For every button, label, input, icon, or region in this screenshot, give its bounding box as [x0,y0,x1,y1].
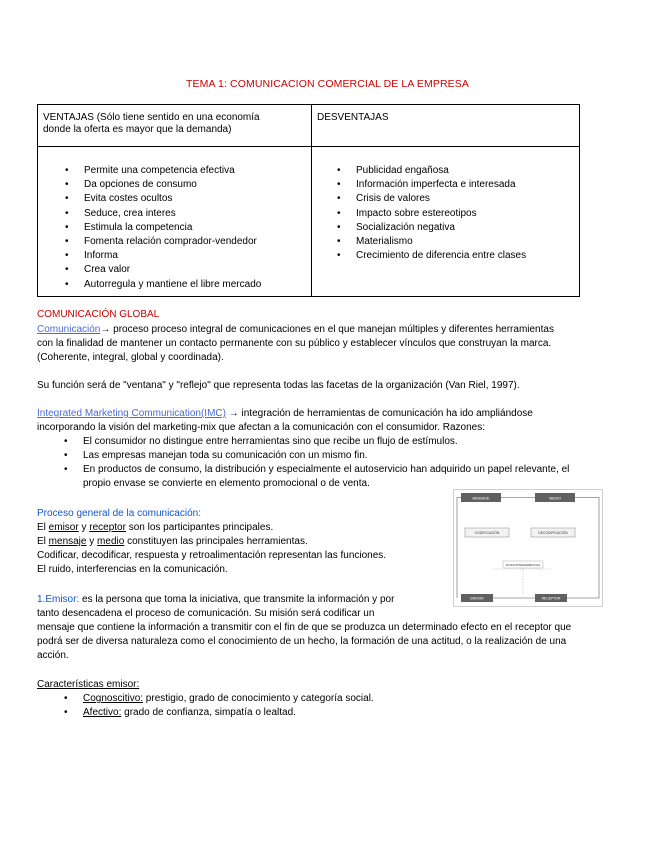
list-item: • Publicidad engañosa [356,164,579,178]
communication-process-diagram [453,489,603,607]
codificacion-label: CODIFICACIÓN [474,531,500,535]
list-item: • Seduce, crea interes [84,207,311,221]
text-run: El [37,536,49,547]
list-item: • Autorregula y mantiene el libre mercado [84,278,311,292]
list-item: • Materialismo [356,235,579,249]
medio-term: medio [97,536,125,547]
caracteristicas-list [83,692,583,720]
section-heading-comunicacion-global: COMUNICACIÓN GLOBAL [37,309,160,320]
desventajas-cell [312,147,580,297]
text-run: y [78,522,90,533]
receptor-term: receptor [89,522,126,533]
mensaje-label: MENSAJE [472,496,490,501]
list-item: • Da opciones de consumo [84,178,311,192]
text-run: y [86,536,98,547]
emisor-line2: tanto desencadena el proceso de comunicación. Su misión será codificar un [37,608,375,619]
emisor-line5: acción. [37,650,69,661]
cognoscitivo-label: Cognoscitivo: [83,693,144,704]
text-run: constituyen las principales herramientas. [124,536,308,547]
ventajas-header-cont: donde la oferta es mayor que la demanda) [43,124,232,135]
ventajas-cell [38,147,312,297]
emisor-line3: mensaje que contiene la información a transmitir con el fin de que se produzca un determinado efecto en el receptor que [37,622,572,633]
ventajas-desventajas-table [37,104,580,297]
list-item [83,706,583,720]
razones-list [83,435,623,491]
list-item: • Socialización negativa [356,221,579,235]
list-item: • Las empresas manejan toda su comunicación con un mismo fin. [83,449,623,463]
mensaje-term: mensaje [48,536,87,547]
list-item: • Información imperfecta e interesada [356,178,579,192]
comunicacion-def-line1: → proceso proceso integral de comunicaciones en el que manejan múltiples y diferentes herramientas [100,324,554,335]
receptor-label: RECEPTOR [541,596,561,601]
proceso-line3: Codificar, decodificar, respuesta y retroalimentación representan las funciones. [37,550,387,561]
proceso-line4: El ruido, interferencias en la comunicación. [37,564,228,575]
diagram-frame [454,490,603,607]
cognoscitivo-text: prestigio, grado de conocimiento y categoría social. [143,693,374,704]
list-item [83,692,583,706]
medio-label: MEDIO [549,496,561,501]
list-item: • Crecimiento de diferencia entre clases [356,249,579,263]
list-item-continuation: propio envase se convierte en elemento promocional o de venta. [83,478,370,489]
emisor-paragraph-bottom [37,621,622,663]
document-title: TEMA 1: COMUNICACION COMERCIAL DE LA EMPRESA [186,78,469,90]
list-item: • Crisis de valores [356,192,579,206]
ventajas-header: VENTAJAS (Sólo tiene sentido en una economía [43,112,260,123]
list-item: • Estimula la competencia [84,221,311,235]
emisor-line4: podrá ser de diversa naturaleza como el conocimiento de un hecho, la formación de una actitud, o la realización de una [37,636,567,647]
list-item: • El consumidor no distingue entre herramientas sino que recibe un flujo de estímulos. [83,435,623,449]
list-item: • Informa [84,249,311,263]
text-run: son los participantes principales. [125,522,274,533]
proceso-text [37,521,427,577]
comunicacion-def-line3: (Coherente, integral, global y coordinada). [37,352,224,363]
list-item: • En productos de consumo, la distribución y especialmente el autoservicio han adquirido un papel relevante, el [83,463,623,477]
list-item: • Permite una competencia efectiva [84,164,311,178]
imc-link[interactable]: Integrated Marketing Communication(IMC) [37,408,226,419]
proceso-heading: Proceso general de la comunicación: [37,508,201,519]
emisor-paragraph-top [37,593,427,621]
imc-line2: incorporando la visión del marketing-mix que afectan a la comunicación con el consumidor. Razones: [37,422,486,433]
list-item: • Evita costes ocultos [84,192,311,206]
list-item: • Impacto sobre estereotipos [356,207,579,221]
afectivo-text: grado de confianza, simpatía o lealtad. [121,707,296,718]
imc-paragraph [37,407,617,435]
decodificacion-label: DECODIFICACIÓN [538,531,568,535]
caracteristicas-heading: Características emisor: [37,679,140,690]
desventajas-header: DESVENTAJAS [317,112,389,123]
emisor-term: emisor [48,522,79,533]
ruido-label: RUIDO/INTERFERENCIAS [505,563,541,567]
desventajas-list [356,164,579,263]
text-run: El [37,522,49,533]
comunicacion-definition [37,323,617,365]
imc-line1: → integración de herramientas de comunicación ha ido ampliándose [225,408,533,419]
emisor-line1: es la persona que toma la iniciativa, que transmite la información y por [79,594,395,605]
emisor-heading: 1.Emisor: [37,594,80,605]
funcion-paragraph: Su función será de "ventana" y "reflejo" que representa todas las facetas de la organización (Van Riel, 1997). [37,380,520,391]
comunicacion-def-line2: con la finalidad de mantener un contacto permanente con su público y establecer vínculos que construyan la marca. [37,338,552,349]
ventajas-header-cell [38,105,312,147]
afectivo-label: Afectivo: [83,707,122,718]
comunicacion-link[interactable]: Comunicación [37,324,101,335]
desventajas-header-cell [312,105,580,147]
list-item: • Crea valor [84,263,311,277]
ventajas-list [84,164,311,292]
emisor-label: EMISOR [470,596,484,601]
list-item: • Fomenta relación comprador-vendedor [84,235,311,249]
